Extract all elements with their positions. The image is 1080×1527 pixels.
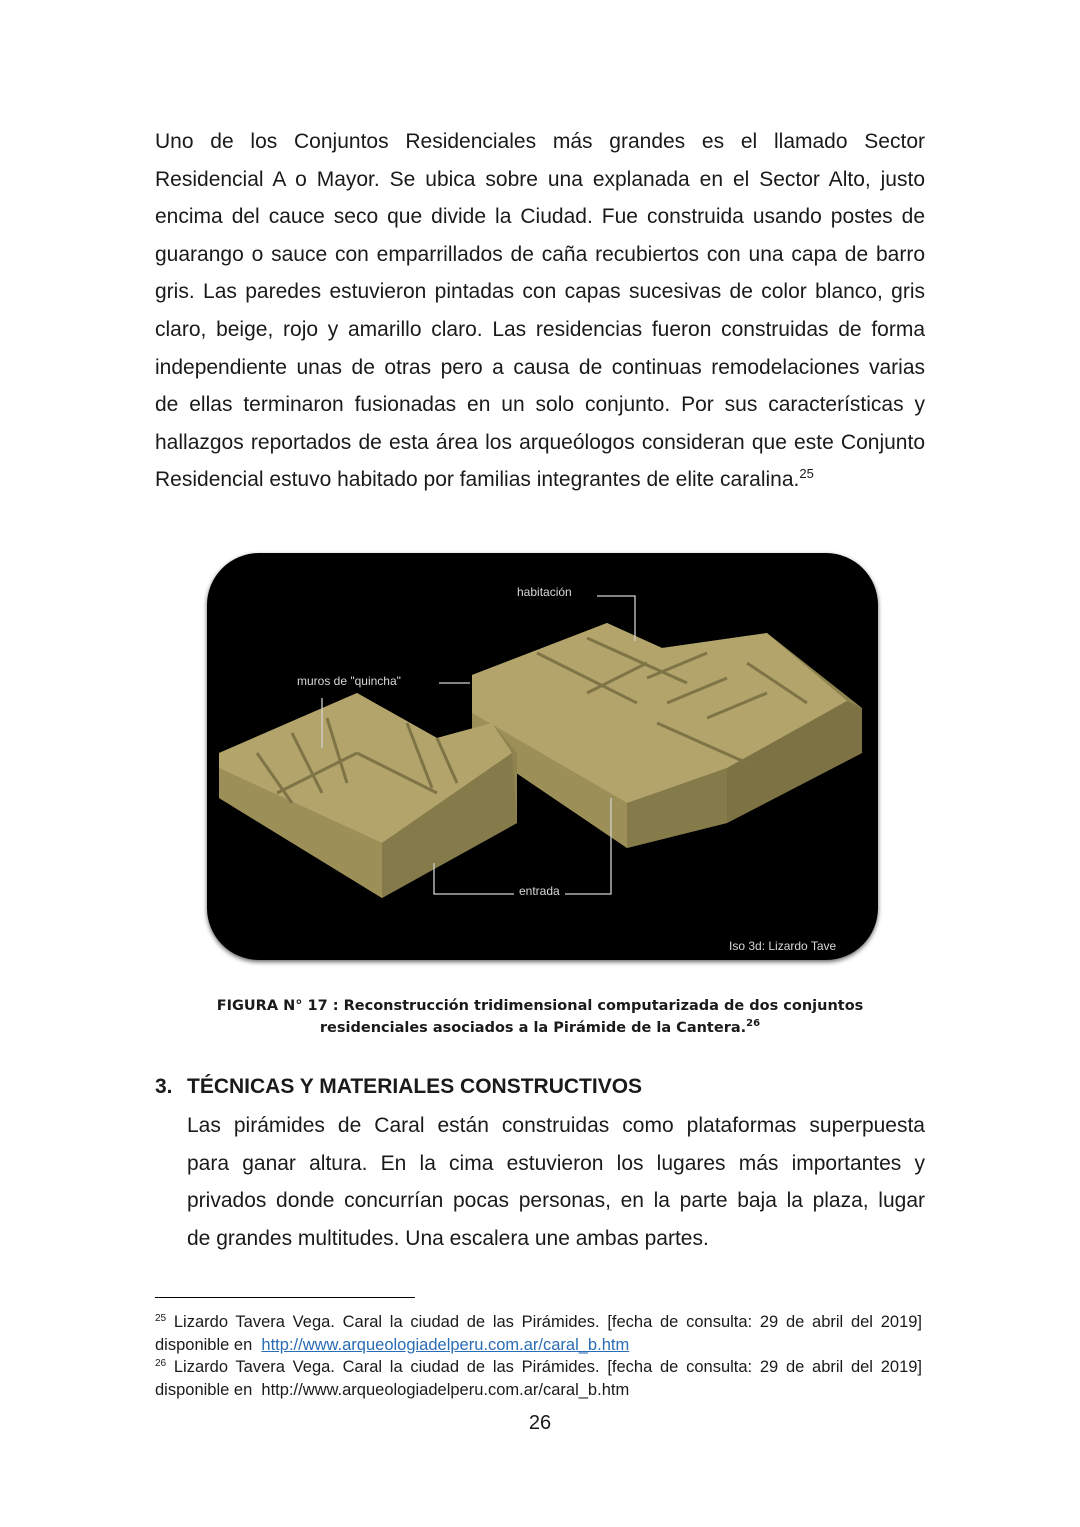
caption-line [150,1017,930,1039]
caption-text: residenciales asociados a la Pirámide de la Cantera. [319,1020,747,1036]
section-heading [155,1075,642,1099]
text-line: hallazgos reportados de esta área los arqueólogos consideran que este Conjunto [155,430,925,454]
footnote-prefix: disponible en [155,1380,257,1399]
section-title: TÉCNICAS Y MATERIALES CONSTRUCTIVOS [187,1075,643,1098]
page-number: 26 [528,1412,552,1434]
text-line-content: Residencial estuvo habitado por familias integrantes de elite caralina. [155,468,800,492]
section-number: 3. [155,1075,173,1098]
footnote-number: 26 [155,1358,167,1369]
text-line: independiente unas de otras pero a causa de continuas remodelaciones varias [155,355,925,379]
footnote-25-source [155,1334,922,1357]
text-line: Uno de los Conjuntos Residenciales más grandes es el llamado Sector [155,130,925,153]
footnote-25 [155,1311,922,1334]
footnote-url-text: http://www.arqueologiadelperu.com.ar/caral_b.htm [261,1380,630,1399]
text-line: claro, beige, rojo y amarillo claro. Las residencias fueron construidas de forma [155,317,925,341]
label-muros: muros de "quincha" [297,674,401,688]
footnotes [155,1311,922,1401]
body-paragraph [155,123,925,499]
text-line: Las pirámides de Caral están construidas como plataformas superpuesta [187,1114,925,1137]
footnote-number: 25 [155,1313,167,1324]
footnote-prefix: disponible en [155,1335,257,1354]
text-line: gris. Las paredes estuvieron pintadas con capas sucesivas de color blanco, gris [155,280,925,304]
residential-3d-model [207,553,878,960]
label-entrada: entrada [519,884,560,898]
text-line: de ellas terminaron fusionadas en un solo conjunto. Por sus características y [155,393,925,417]
footnote-text: Lizardo Tavera Vega. Caral la ciudad de las Pirámides. [fecha de consulta: 29 de abril del 2019] [173,1358,922,1376]
figure-image [207,553,878,960]
text-line: de grandes multitudes. Una escalera une ambas partes. [187,1226,709,1250]
text-line: privados donde concurrían pocas personas, en la parte baja la plaza, lugar [187,1189,925,1213]
text-line [155,461,925,499]
footnote-text: Lizardo Tavera Vega. Caral la ciudad de las Pirámides. [fecha de consulta: 29 de abril del 2019] [173,1313,922,1331]
figure-caption [150,995,930,1039]
footnote-ref[interactable]: 26 [746,1018,761,1029]
footnote-link[interactable]: http://www.arqueologiadelperu.com.ar/caral_b.htm [261,1335,630,1354]
section-paragraph [187,1107,925,1257]
caption-line: FIGURA N° 17 : Reconstrucción tridimensional computarizada de dos conjuntos [216,998,864,1014]
text-line: para ganar altura. En la cima estuvieron los lugares más importantes y [187,1151,925,1175]
footnote-ref[interactable]: 25 [799,466,814,482]
text-line: encima del cauce seco que divide la Ciudad. Fue construida usando postes de [155,205,925,229]
footnote-26-source [155,1379,922,1402]
text-line: guarango o sauce con emparrillados de caña recubiertos con una capa de barro [155,242,925,266]
large-complex [472,623,862,848]
footnote-divider [155,1297,415,1298]
text-line: Residencial A o Mayor. Se ubica sobre una explanada en el Sector Alto, justo [155,167,925,191]
label-habitacion: habitación [517,585,572,599]
footnote-26 [155,1356,922,1379]
image-credit: Iso 3d: Lizardo Tave [729,939,837,953]
